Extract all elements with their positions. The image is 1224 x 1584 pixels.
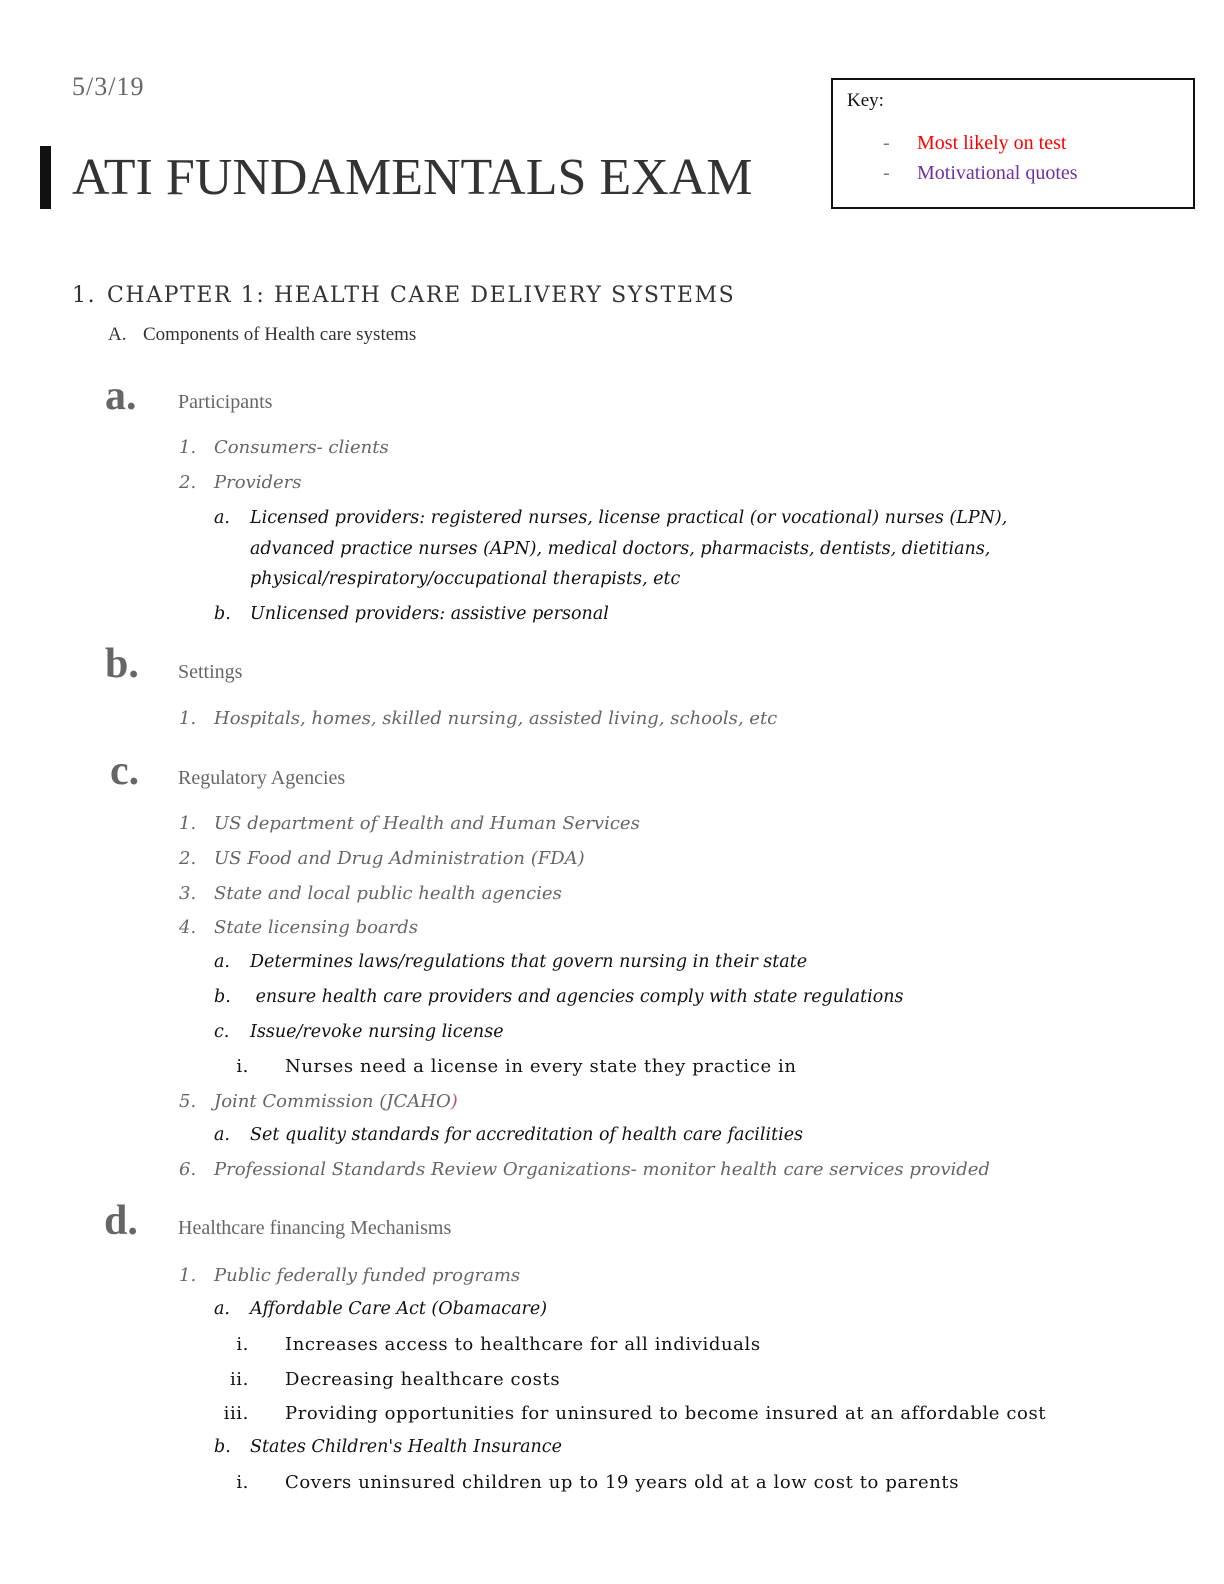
list-text: US department of Health and Human Services <box>214 813 640 834</box>
list-text: Public federally funded programs <box>214 1265 521 1286</box>
list-number: a. <box>214 508 230 528</box>
list-item <box>179 472 302 493</box>
list-item <box>214 1437 562 1457</box>
list-number: 6. <box>179 1159 197 1180</box>
list-item <box>214 508 1008 528</box>
subsection-heading: Participants <box>178 391 273 413</box>
chapter-number: 1. <box>72 283 97 308</box>
list-text: Professional Standards Review Organizations- monitor health care services provided <box>214 1159 990 1180</box>
list-item <box>223 1403 1047 1424</box>
list-number: 3. <box>179 883 197 904</box>
list-text: Providing opportunities for uninsured to become insured at an affordable cost <box>285 1403 1047 1424</box>
list-item <box>214 952 808 972</box>
dash: - <box>883 162 890 184</box>
key-item-motivational <box>883 162 1078 185</box>
chapter-heading <box>72 283 735 308</box>
list-number: iii. <box>223 1403 249 1424</box>
list-number: a. <box>214 1299 230 1319</box>
list-number: a. <box>214 952 230 972</box>
list-number: i. <box>236 1334 249 1355</box>
subsection-letter: d. <box>104 1198 138 1244</box>
document-title: ATI FUNDAMENTALS EXAM <box>72 149 753 206</box>
list-text: States Children's Health Insurance <box>250 1437 562 1457</box>
list-text: Set quality standards for accreditation of health care facilities <box>250 1125 804 1145</box>
document-date: 5/3/19 <box>72 72 145 101</box>
list-number: 1. <box>179 813 197 834</box>
key-text: Most likely on test <box>917 132 1067 154</box>
list-item <box>179 1265 521 1286</box>
list-number: c. <box>214 1022 230 1042</box>
list-number: i. <box>236 1472 249 1493</box>
list-text: Covers uninsured children up to 19 years old at a low cost to parents <box>285 1472 960 1493</box>
title-accent-bar <box>40 146 51 209</box>
list-number: b. <box>214 987 231 1007</box>
list-item <box>179 813 640 834</box>
list-text: Affordable Care Act (Obamacare) <box>250 1299 548 1319</box>
subsection-heading: Healthcare financing Mechanisms <box>178 1217 452 1239</box>
section-title: Components of Health care systems <box>143 324 417 345</box>
list-text: Providers <box>214 472 302 493</box>
list-number: 4. <box>179 917 197 938</box>
list-text: Decreasing healthcare costs <box>285 1369 561 1390</box>
list-item <box>179 437 389 458</box>
section-number: A. <box>108 324 127 345</box>
list-number: b. <box>214 604 231 624</box>
list-number: 5. <box>179 1091 197 1112</box>
list-number: 1. <box>179 708 197 729</box>
list-number: ii. <box>229 1369 249 1390</box>
key-label: Key: <box>847 90 884 111</box>
list-number: 1. <box>179 1265 197 1286</box>
key-item-most-likely <box>883 132 1066 155</box>
list-item <box>214 1299 548 1319</box>
subsection-letter: a. <box>105 373 137 419</box>
list-number: i. <box>236 1056 249 1077</box>
list-item <box>179 1091 458 1112</box>
subsection-letter: c. <box>110 748 140 794</box>
key-box <box>831 78 1195 209</box>
list-item <box>229 1369 561 1390</box>
list-text: State licensing boards <box>214 917 419 938</box>
list-item <box>179 708 778 729</box>
list-text: Hospitals, homes, skilled nursing, assisted living, schools, etc <box>214 708 778 729</box>
list-text: Licensed providers: registered nurses, license practical (or vocational) nurses (LPN), <box>250 508 1008 528</box>
list-text: Nurses need a license in every state they practice in <box>285 1056 797 1077</box>
subsection-heading: Regulatory Agencies <box>178 767 346 789</box>
list-text: Increases access to healthcare for all individuals <box>285 1334 761 1355</box>
list-item <box>179 883 562 904</box>
list-item <box>214 987 904 1007</box>
list-item <box>236 1334 761 1355</box>
subsection-letter: b. <box>105 641 139 687</box>
dash: - <box>883 132 890 154</box>
list-text: Joint Commission (JCAHO <box>214 1091 451 1112</box>
list-text: ) <box>450 1091 458 1112</box>
list-text: State and local public health agencies <box>214 883 562 904</box>
list-item <box>179 1159 990 1180</box>
key-text: Motivational quotes <box>917 162 1078 184</box>
list-text: Unlicensed providers: assistive personal <box>250 604 609 624</box>
list-text: Determines laws/regulations that govern nursing in their state <box>250 952 808 972</box>
list-item-continuation: physical/respiratory/occupational therapists, etc <box>250 569 681 589</box>
list-text: ensure health care providers and agencies comply with state regulations <box>250 987 904 1007</box>
list-item <box>179 917 419 938</box>
list-item <box>236 1056 797 1077</box>
list-item <box>179 848 585 869</box>
list-item <box>214 1125 804 1145</box>
subsection-heading: Settings <box>178 661 243 683</box>
list-number: b. <box>214 1437 231 1457</box>
chapter-title: CHAPTER 1: HEALTH CARE DELIVERY SYSTEMS <box>107 283 736 308</box>
list-item <box>214 1022 504 1042</box>
list-text: Consumers- clients <box>214 437 389 458</box>
section-heading <box>108 324 416 346</box>
list-number: a. <box>214 1125 230 1145</box>
list-item <box>236 1472 960 1493</box>
list-number: 2. <box>179 848 197 869</box>
list-number: 2. <box>179 472 197 493</box>
list-text: US Food and Drug Administration (FDA) <box>214 848 585 869</box>
list-item-continuation: advanced practice nurses (APN), medical doctors, pharmacists, dentists, dietitians, <box>250 539 991 559</box>
list-text: Issue/revoke nursing license <box>250 1022 504 1042</box>
list-number: 1. <box>179 437 197 458</box>
list-item <box>214 604 609 624</box>
